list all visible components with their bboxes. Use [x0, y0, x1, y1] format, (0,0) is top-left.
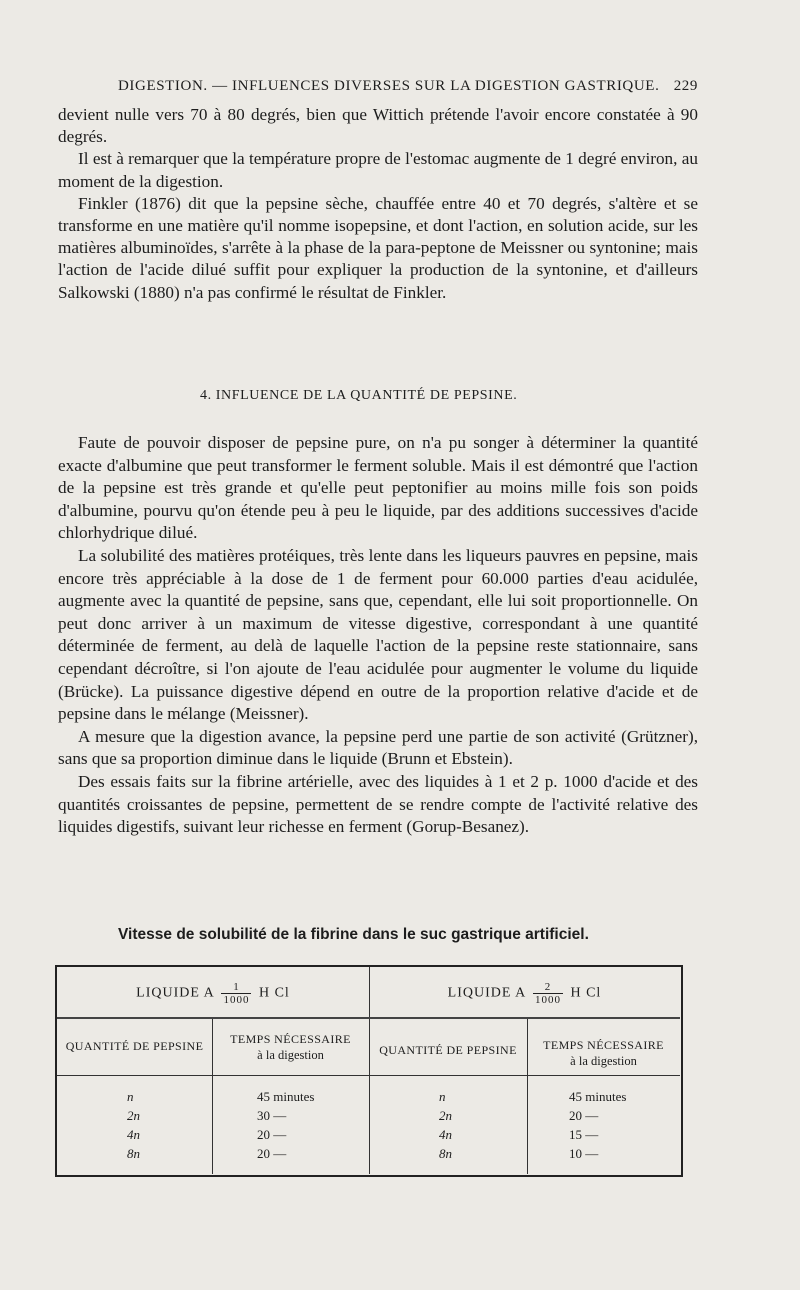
left-times — [257, 1087, 314, 1163]
list-item: 2n — [439, 1108, 452, 1123]
paragraph: Faute de pouvoir disposer de pepsine pure, on n'a pu songer à déterminer la quantité exacte d'albumine que peut transformer le ferment soluble. Mais il est démontré que l'action de la pepsine est très grande et qu'elle peut peptonifier au moins mille fois son poids d'albumine, pourvu qu'on étende peu à peu le liquide, par des additions successives d'acide chlorhydrique dilué. — [58, 433, 698, 543]
right-col2-header — [527, 1037, 680, 1069]
body-text-section — [58, 432, 698, 839]
table-title: Vitesse de solubilité de la fibrine dans le suc gastrique artificiel. — [118, 926, 589, 943]
left-quantities — [127, 1087, 140, 1163]
right-times — [569, 1087, 626, 1163]
paragraph: A mesure que la digestion avance, la pepsine perd une partie de son activité (Grützner), sans que sa proportion diminue dans le liquide (Brunn et Ebstein). — [58, 726, 698, 769]
right-fraction — [533, 981, 563, 1006]
list-item: 45 minutes — [569, 1089, 627, 1104]
left-col1-header: QUANTITÉ DE PEPSINE — [65, 1039, 204, 1053]
left-frac-num: 1 — [221, 981, 251, 994]
paragraph: La solubilité des matières protéiques, très lente dans les liqueurs pauvres en pepsine, mais encore très appréciable à la dose de 1 de ferment pour 60.000 parties d'eau acidulée, augmente avec la quantité de pepsine, sans que, cependant, elle lui soit proportionnelle. On peut donc arriver à un maximum de vitesse digestive, correspondant à une quantité déterminée de ferment, au delà de laquelle l'action de la pepsine reste stationnaire, sans cependant décroître, si l'on ajoute de l'eau acidulée pour augmenter le volume du liquide (Brücke). La puissance digestive dépend en outre de la proportion relative d'acide et de pepsine dans le mélange (Meissner). — [58, 545, 698, 724]
left-liquid-header — [57, 981, 369, 1006]
left-frac-den: 1000 — [223, 994, 250, 1006]
list-item: 20 — — [257, 1146, 287, 1161]
table-subheader-rule — [57, 1075, 680, 1076]
list-item: 20 — — [569, 1108, 599, 1123]
list-item: 30 — — [257, 1108, 287, 1123]
paragraph: Finkler (1876) dit que la pepsine sèche, chauffée entre 40 et 70 degrés, s'altère et se transforme en une matière qu'il nomme isopepsine, et dont l'action, en solution acide, sur les matières albuminoïdes, s'arrête à la phase de la para-peptone de Meissner ou syntonine; mais l'action de l'acide dilué suffit pour expliquer la production de la syntonine, et d'ailleurs Salkowski (1880) n'a pas confirmé le résultat de Finkler. — [58, 193, 698, 302]
list-item: 2n — [127, 1108, 140, 1123]
body-text-top — [58, 104, 698, 304]
list-item: 8n — [439, 1146, 452, 1161]
right-liquid-header — [369, 981, 680, 1006]
left-liquid-label: LIQUIDE A — [136, 985, 214, 1001]
list-item: n — [439, 1089, 446, 1104]
right-frac-num: 2 — [533, 981, 563, 994]
list-item: n — [127, 1089, 134, 1104]
list-item: 15 — — [569, 1127, 599, 1142]
table-header-rule — [57, 1017, 680, 1019]
left-col2-header-line1: TEMPS NÉCESSAIRE — [230, 1032, 351, 1046]
right-quantities — [439, 1087, 452, 1163]
running-head — [118, 78, 698, 95]
paragraph: Il est à remarquer que la température propre de l'estomac augmente de 1 degré environ, au moment de la digestion. — [58, 149, 698, 191]
data-table — [55, 965, 683, 1177]
right-frac-den: 1000 — [534, 994, 561, 1006]
list-item: 8n — [127, 1146, 140, 1161]
list-item: 20 — — [257, 1127, 287, 1142]
right-col2-header-line1: TEMPS NÉCESSAIRE — [543, 1038, 664, 1052]
right-liquid-label: LIQUIDE A — [447, 985, 526, 1001]
left-fraction — [221, 981, 251, 1006]
left-acid: H Cl — [258, 985, 290, 1001]
running-title: DIGESTION. — INFLUENCES DIVERSES SUR LA DIGESTION GASTRIQUE. — [118, 78, 660, 94]
page-number: 229 — [673, 78, 698, 94]
list-item: 10 — — [569, 1146, 599, 1161]
right-col2-header-line2: à la digestion — [570, 1054, 637, 1068]
paragraph: Des essais faits sur la fibrine artérielle, avec des liquides à 1 et 2 p. 1000 d'acide et des quantités croissantes de pepsine, permettent de se rendre compte de l'activité relative des liquides digestifs, suivant leur richesse en ferment (Gorup-Besanez). — [58, 771, 698, 837]
paragraph: devient nulle vers 70 à 80 degrés, bien que Wittich prétende l'avoir encore constatée à 90 degrés. — [58, 105, 698, 147]
left-col2-header — [212, 1031, 369, 1063]
list-item: 4n — [127, 1127, 140, 1142]
right-acid: H Cl — [570, 985, 602, 1001]
left-col2-header-line2: à la digestion — [257, 1048, 324, 1062]
section-heading: 4. INFLUENCE DE LA QUANTITÉ DE PEPSINE. — [200, 388, 518, 403]
right-col1-header: QUANTITÉ DE PEPSINE — [379, 1043, 517, 1057]
list-item: 4n — [439, 1127, 452, 1142]
list-item: 45 minutes — [257, 1089, 315, 1104]
